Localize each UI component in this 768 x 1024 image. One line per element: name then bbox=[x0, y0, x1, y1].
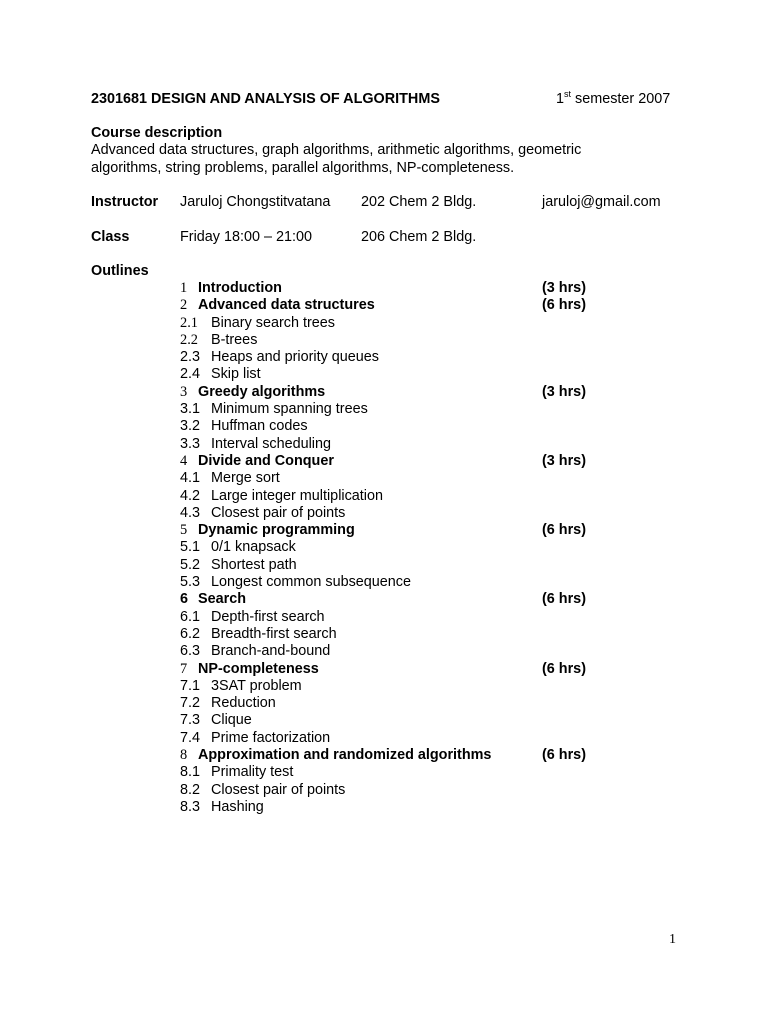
instructor-office: 202 Chem 2 Bldg. bbox=[361, 194, 477, 210]
outline-title: Prime factorization bbox=[211, 729, 331, 746]
outline-title: Binary search trees bbox=[211, 314, 335, 331]
outline-topic bbox=[180, 280, 640, 297]
outline-topic bbox=[180, 591, 640, 608]
outline-number: 8 bbox=[180, 747, 188, 764]
outline-title: Merge sort bbox=[211, 470, 280, 487]
outline-number: 2.3 bbox=[180, 349, 201, 366]
outline-number: 6.3 bbox=[180, 643, 201, 660]
outline-title: B-trees bbox=[211, 331, 258, 348]
outline-topic bbox=[180, 297, 640, 314]
outline-number: 2.4 bbox=[180, 366, 201, 383]
semester-number: 1 bbox=[556, 91, 565, 107]
outline-topic bbox=[180, 384, 640, 401]
outline-title: Divide and Conquer bbox=[198, 452, 334, 469]
instructor-name: Jaruloj Chongstitvatana bbox=[180, 194, 331, 210]
outline-number: 7.4 bbox=[180, 729, 201, 746]
outline-number: 4.1 bbox=[180, 470, 201, 487]
outline-title: Clique bbox=[211, 712, 252, 729]
outline-hours: (6 hrs) bbox=[542, 591, 586, 608]
outline-title: Closest pair of points bbox=[211, 504, 346, 521]
outline-topic bbox=[180, 747, 640, 764]
outline-number: 6.1 bbox=[180, 608, 201, 625]
outline-subtopic bbox=[180, 557, 640, 574]
outline-subtopic bbox=[180, 418, 640, 435]
outline-subtopic bbox=[180, 366, 640, 383]
outline-number: 7.2 bbox=[180, 695, 201, 712]
outline-hours: (6 hrs) bbox=[542, 522, 586, 539]
outline-hours: (6 hrs) bbox=[542, 660, 586, 677]
course-title: 2301681 DESIGN AND ANALYSIS OF ALGORITHMS bbox=[91, 91, 440, 107]
outline-title: Minimum spanning trees bbox=[211, 401, 368, 418]
page-number: 1 bbox=[669, 932, 676, 947]
outline-title: Hashing bbox=[211, 798, 264, 815]
outline-subtopic bbox=[180, 488, 640, 505]
class-room: 206 Chem 2 Bldg. bbox=[361, 229, 477, 245]
outline-title: Interval scheduling bbox=[211, 435, 331, 452]
semester-text: semester 2007 bbox=[571, 91, 671, 107]
outline-subtopic bbox=[180, 678, 640, 695]
outline-number: 7 bbox=[180, 660, 188, 677]
outline-subtopic bbox=[180, 695, 640, 712]
outline-subtopic bbox=[180, 574, 640, 591]
instructor-email: jaruloj@gmail.com bbox=[542, 194, 661, 210]
outline-number: 5.1 bbox=[180, 539, 201, 556]
outline-title: Approximation and randomized algorithms bbox=[198, 747, 492, 764]
outline-title: Dynamic programming bbox=[198, 522, 355, 539]
course-description-line-1: Advanced data structures, graph algorithms, arithmetic algorithms, geometric bbox=[91, 142, 582, 158]
outline-hours: (3 hrs) bbox=[542, 383, 586, 400]
outline-number: 7.3 bbox=[180, 712, 201, 729]
outline-title: NP-completeness bbox=[198, 660, 319, 677]
outline-subtopic bbox=[180, 401, 640, 418]
outline-hours: (6 hrs) bbox=[542, 747, 586, 764]
outline-list bbox=[180, 280, 640, 816]
outline-title: Shortest path bbox=[211, 556, 297, 573]
outline-topic bbox=[180, 522, 640, 539]
outline-number: 8.3 bbox=[180, 798, 201, 815]
outline-title: Huffman codes bbox=[211, 418, 308, 435]
outline-title: Closest pair of points bbox=[211, 781, 346, 798]
outline-subtopic bbox=[180, 643, 640, 660]
outline-title: Greedy algorithms bbox=[198, 383, 326, 400]
outline-number: 4.2 bbox=[180, 487, 201, 504]
outline-topic bbox=[180, 661, 640, 678]
outline-number: 5.3 bbox=[180, 574, 201, 591]
outline-number: 6 bbox=[180, 591, 189, 608]
outline-subtopic bbox=[180, 539, 640, 556]
outline-number: 4.3 bbox=[180, 504, 201, 521]
outline-number: 5.2 bbox=[180, 556, 201, 573]
semester-label bbox=[556, 91, 670, 109]
outline-title: Branch-and-bound bbox=[211, 643, 331, 660]
outline-number: 2.1 bbox=[180, 314, 198, 331]
outline-number: 5 bbox=[180, 522, 188, 539]
outline-title: Reduction bbox=[211, 695, 276, 712]
outline-subtopic bbox=[180, 332, 640, 349]
outline-subtopic bbox=[180, 315, 640, 332]
outline-subtopic bbox=[180, 712, 640, 729]
outline-number: 3 bbox=[180, 383, 188, 400]
outline-title: Search bbox=[198, 591, 246, 608]
outline-number: 1 bbox=[180, 280, 188, 296]
outline-number: 3.2 bbox=[180, 418, 201, 435]
outline-number: 8.1 bbox=[180, 764, 201, 781]
instructor-label: Instructor bbox=[91, 194, 159, 210]
outline-subtopic bbox=[180, 609, 640, 626]
outline-title: Breadth-first search bbox=[211, 625, 337, 642]
outline-number: 2.2 bbox=[180, 331, 198, 348]
outline-subtopic bbox=[180, 470, 640, 487]
outline-number: 6.2 bbox=[180, 625, 201, 642]
outlines-label: Outlines bbox=[91, 263, 149, 279]
outline-number: 3.1 bbox=[180, 401, 201, 418]
course-description-line-2: algorithms, string problems, parallel algorithms, NP-completeness. bbox=[91, 160, 515, 176]
outline-subtopic bbox=[180, 764, 640, 781]
outline-number: 3.3 bbox=[180, 435, 201, 452]
outline-number: 2 bbox=[180, 297, 188, 314]
outline-title: Primality test bbox=[211, 764, 294, 781]
outline-number: 8.2 bbox=[180, 781, 201, 798]
outline-subtopic bbox=[180, 626, 640, 643]
outline-subtopic bbox=[180, 505, 640, 522]
outline-title: Heaps and priority queues bbox=[211, 349, 379, 366]
class-time: Friday 18:00 – 21:00 bbox=[180, 229, 313, 245]
outline-number: 7.1 bbox=[180, 677, 201, 694]
outline-number: 4 bbox=[180, 452, 188, 469]
outline-hours: (3 hrs) bbox=[542, 452, 586, 469]
outline-title: 0/1 knapsack bbox=[211, 539, 296, 556]
outline-topic bbox=[180, 453, 640, 470]
outline-subtopic bbox=[180, 799, 640, 816]
outline-title: 3SAT problem bbox=[211, 677, 302, 694]
outline-subtopic bbox=[180, 782, 640, 799]
outline-hours: (6 hrs) bbox=[542, 297, 586, 314]
course-description-heading: Course description bbox=[91, 125, 223, 141]
outline-subtopic bbox=[180, 436, 640, 453]
outline-subtopic bbox=[180, 349, 640, 366]
outline-title: Depth-first search bbox=[211, 608, 325, 625]
outline-title: Skip list bbox=[211, 366, 261, 383]
outline-hours: (3 hrs) bbox=[542, 280, 586, 296]
outline-title: Introduction bbox=[198, 280, 282, 296]
class-label: Class bbox=[91, 229, 130, 245]
outline-title: Large integer multiplication bbox=[211, 487, 383, 504]
outline-subtopic bbox=[180, 730, 640, 747]
semester-ordinal-suffix: st bbox=[564, 89, 572, 99]
outline-title: Longest common subsequence bbox=[211, 574, 412, 591]
outline-title: Advanced data structures bbox=[198, 297, 375, 314]
